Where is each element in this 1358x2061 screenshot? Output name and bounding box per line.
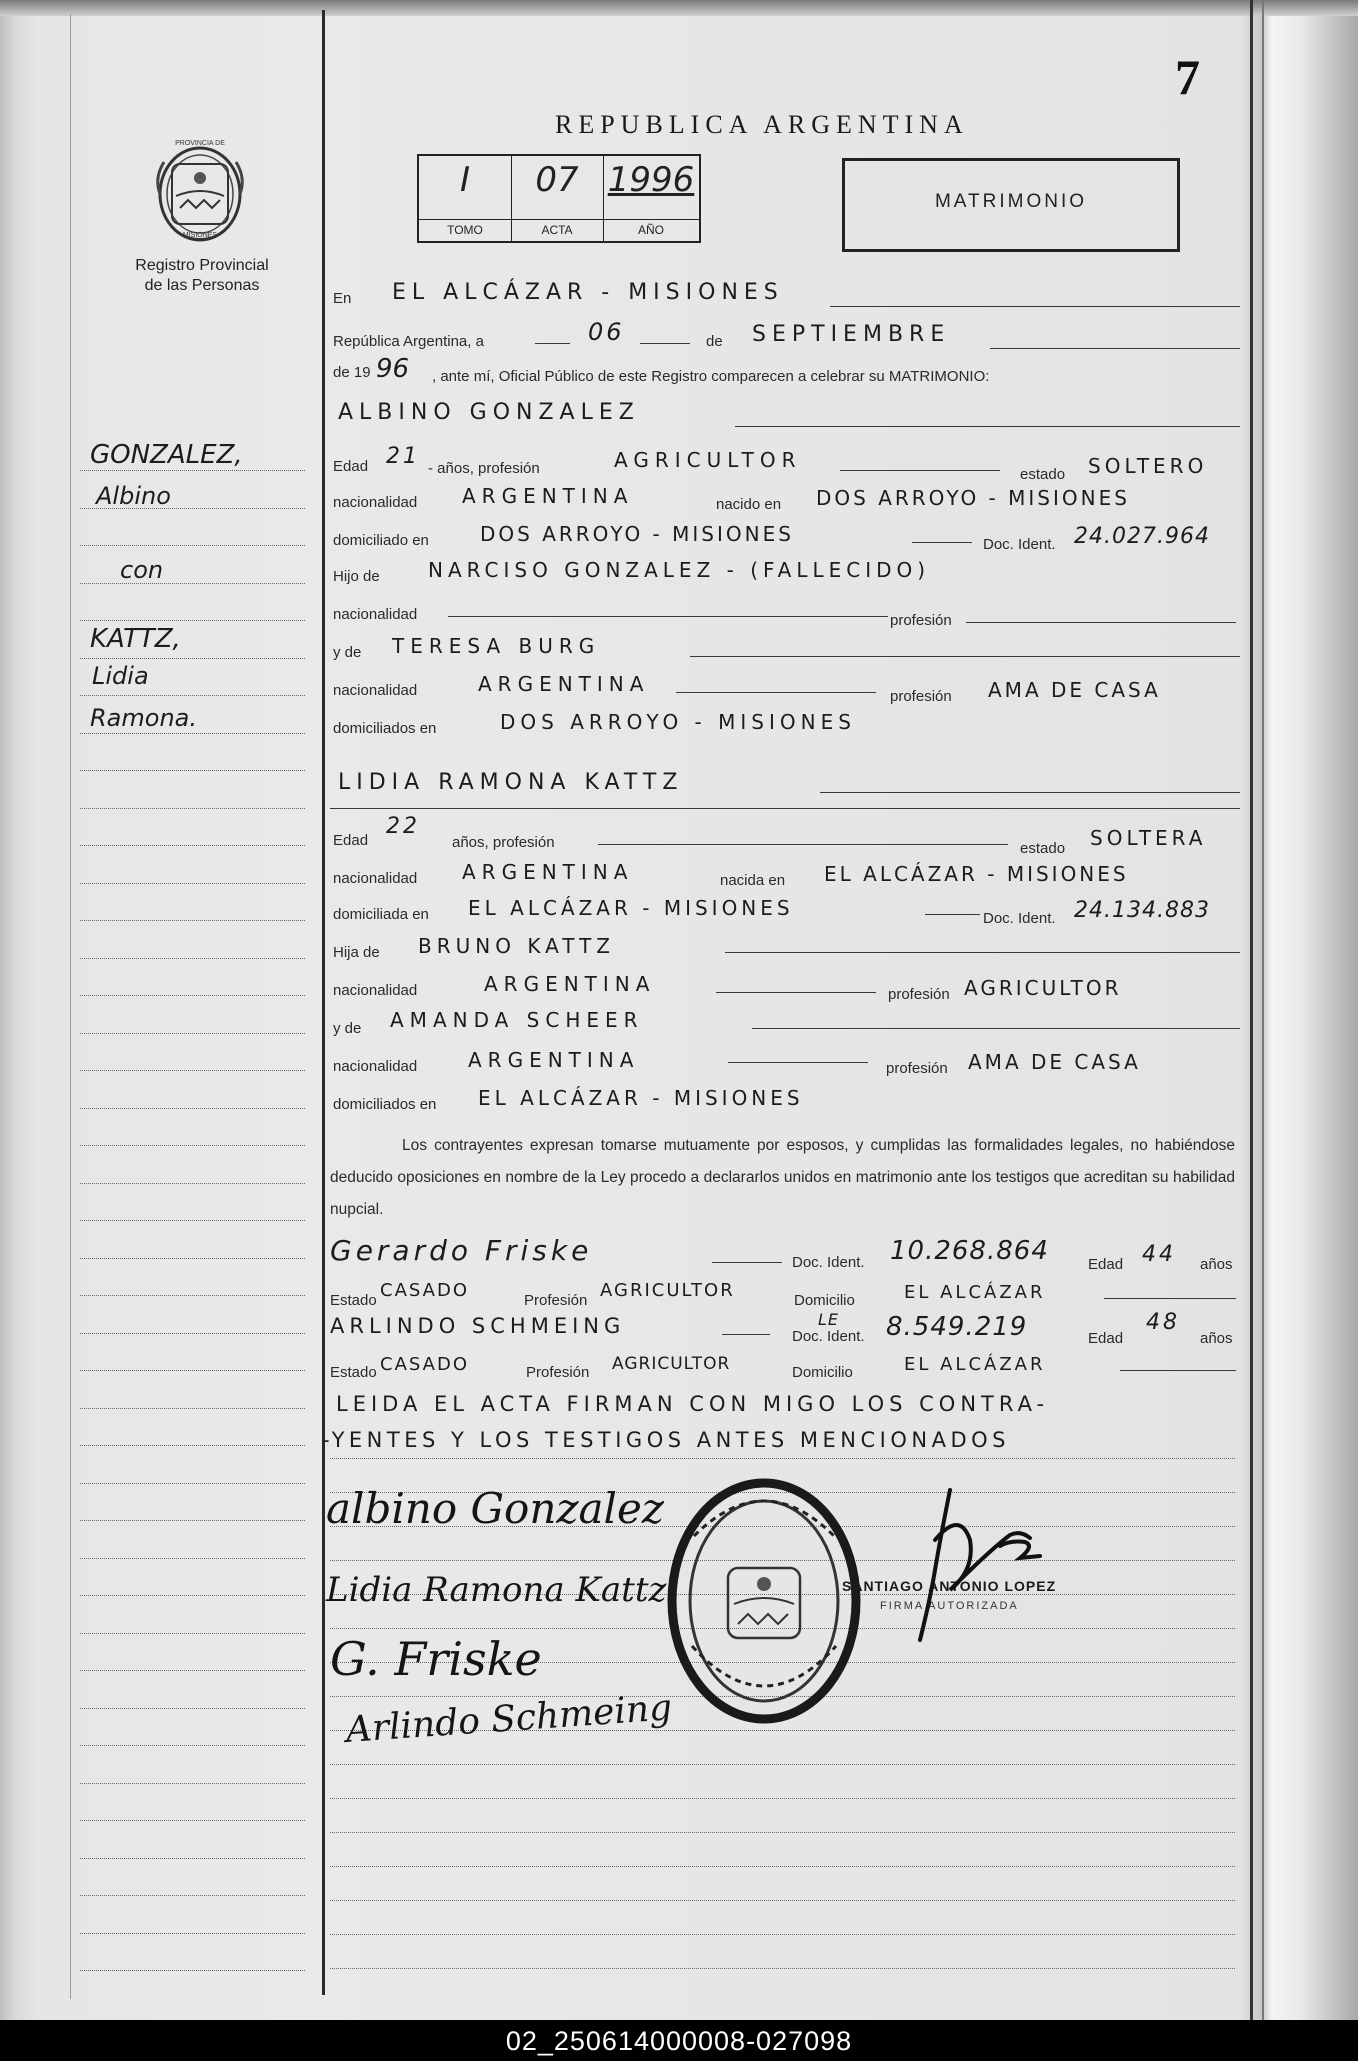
groom-madre-prof: AMA DE CASA <box>988 678 1161 702</box>
ruled-line <box>80 883 305 884</box>
ruled-line <box>80 1220 305 1221</box>
republica-label: República Argentina, a <box>333 333 484 350</box>
ruled-line <box>80 1595 305 1596</box>
ruled-line <box>80 620 305 621</box>
month-value: SEPTIEMBRE <box>752 322 951 347</box>
groom-profesion: AGRICULTOR <box>614 448 802 472</box>
year-prefix: de 19 <box>333 364 371 381</box>
bride-nac-label: nacionalidad <box>333 870 418 887</box>
ruled-line <box>330 1866 1235 1867</box>
ruled-line <box>80 1633 305 1634</box>
ruled-line <box>80 920 305 921</box>
certificate-type-box <box>842 158 1180 252</box>
bride-padre-nac: ARGENTINA <box>484 972 656 996</box>
bride-anios-label: años, profesión <box>452 834 555 851</box>
ruled-line <box>80 1858 305 1859</box>
fill-line <box>912 542 972 543</box>
ruled-line <box>80 470 305 471</box>
bride-padre-prof-label: profesión <box>888 986 950 1003</box>
fill-line <box>722 1334 770 1335</box>
witness-2-estado-label: Estado <box>330 1364 377 1381</box>
registry-name <box>100 256 304 296</box>
ruled-line <box>80 1895 305 1896</box>
ruled-line <box>80 1408 305 1409</box>
witness-1-name: Gerardo Friske <box>330 1234 593 1267</box>
witness-1-domicilio: EL ALCÁZAR <box>904 1282 1046 1303</box>
witness-2-name: ARLINDO SCHMEING <box>330 1314 626 1338</box>
groom-nac-label: nacionalidad <box>333 494 418 511</box>
groom-domicilio: DOS ARROYO - MISIONES <box>480 522 794 546</box>
fill-line <box>716 992 876 993</box>
groom-doc: 24.027.964 <box>1074 524 1210 549</box>
official-name: SANTIAGO ANTONIO LOPEZ <box>842 1578 1057 1594</box>
ruled-line <box>80 1333 305 1334</box>
seal-top-text: PROVINCIA DE <box>175 140 225 147</box>
registry-line-2: de las Personas <box>144 277 260 294</box>
left-margin-line <box>70 14 71 1999</box>
ruled-line <box>330 1900 1235 1901</box>
ruled-line <box>80 658 305 659</box>
witness-1-estado-label: Estado <box>330 1292 377 1309</box>
ruled-line <box>330 1798 1235 1799</box>
en-value: EL ALCÁZAR - MISIONES <box>392 280 784 305</box>
page-number: 7 <box>1175 49 1200 105</box>
groom-padres-dom: DOS ARROYO - MISIONES <box>500 710 856 734</box>
fill-line <box>690 656 1240 657</box>
ruled-line <box>80 1295 305 1296</box>
closing-line-1: LEIDA EL ACTA FIRMAN CON MIGO LOS CONTRA- <box>336 1392 1050 1416</box>
witness-1-profesion: AGRICULTOR <box>600 1280 735 1301</box>
tomo-cell <box>419 156 512 241</box>
margin-con: con <box>120 556 164 584</box>
fill-line <box>728 1062 868 1063</box>
tomo-label: TOMO <box>419 219 511 240</box>
en-label: En <box>333 290 352 307</box>
year-suffix: 96 <box>376 354 410 384</box>
groom-nacionalidad: ARGENTINA <box>462 484 634 508</box>
official-signature-icon <box>880 1480 1080 1650</box>
ruled-line <box>80 1033 305 1034</box>
margin-name-2a: Lidia <box>92 662 149 690</box>
bride-nacida: EL ALCÁZAR - MISIONES <box>824 862 1129 886</box>
certificate-type: MATRIMONIO <box>934 191 1088 212</box>
margin-name-2b: Ramona. <box>90 704 197 732</box>
ruled-line <box>80 770 305 771</box>
bride-madre-prof-label: profesión <box>886 1060 948 1077</box>
signature-witness-1: G. Friske <box>330 1632 542 1686</box>
margin-name-1: Albino <box>96 482 171 510</box>
ruled-line <box>80 1708 305 1709</box>
bride-padre-nac-label: nacionalidad <box>333 982 418 999</box>
groom-nacido: DOS ARROYO - MISIONES <box>816 486 1130 510</box>
fill-line <box>712 1262 782 1263</box>
ruled-line <box>80 958 305 959</box>
ruled-line <box>80 1670 305 1671</box>
groom-padre: NARCISO GONZALEZ - (FALLECIDO) <box>428 558 931 582</box>
groom-estado-label: estado <box>1020 466 1066 483</box>
fill-line <box>840 470 1000 471</box>
closing-line-2: -YENTES Y LOS TESTIGOS ANTES MENCIONADOS <box>322 1428 1010 1452</box>
groom-dom-label: domiciliado en <box>333 532 429 549</box>
ruled-line <box>80 1108 305 1109</box>
ruled-line <box>330 1764 1235 1765</box>
witness-2-domicilio: EL ALCÁZAR <box>904 1354 1046 1375</box>
witness-2-doc: 8.549.219 <box>886 1312 1028 1342</box>
fill-line <box>598 844 1008 845</box>
page-right-edge-shadow <box>1262 0 1264 2020</box>
witness-2-doc-prefix: LE <box>818 1310 840 1329</box>
ruled-line <box>80 695 305 696</box>
fill-line <box>735 426 1240 427</box>
witness-2-doc-label: Doc. Ident. <box>792 1328 865 1345</box>
groom-edad-label: Edad <box>333 458 369 475</box>
ruled-line <box>80 545 305 546</box>
bride-yde-label: y de <box>333 1020 362 1037</box>
declaration-paragraph: Los contrayentes expresan tomarse mutuamente por esposos, y cumplidas las formalidades legales, no habiéndose deducido oposiciones en nombre de la Ley procedo a declararlos unidos en matrimonio ante los testigos que acreditan su habilidad nupcial. <box>330 1137 1235 1218</box>
groom-madre-nac: ARGENTINA <box>478 672 650 696</box>
margin-surname-2: KATTZ, <box>90 624 181 654</box>
witness-2-anios-label: años <box>1200 1330 1233 1347</box>
official-role: FIRMA AUTORIZADA <box>880 1600 1019 1612</box>
bride-domicilio: EL ALCÁZAR - MISIONES <box>468 896 794 920</box>
ruled-line <box>80 1558 305 1559</box>
bride-name: LIDIA RAMONA KATTZ <box>338 770 684 795</box>
bride-dom-label: domiciliada en <box>333 906 429 923</box>
signature-witness-2: Arlindo Schmeing <box>344 1687 674 1751</box>
margin-surname-1: GONZALEZ, <box>90 440 243 470</box>
ruled-line <box>80 583 305 584</box>
page-right-edge <box>1250 0 1253 2020</box>
fill-line <box>752 1028 1240 1029</box>
acta-value: 07 <box>535 160 579 200</box>
groom-padre-nac-label: nacionalidad <box>333 606 418 623</box>
document-id: 02_250614000008-027098 <box>505 2026 853 2056</box>
witness-1-edad: 44 <box>1142 1242 1176 1267</box>
witness-1-anios-label: años <box>1200 1256 1233 1273</box>
groom-name: ALBINO GONZALEZ <box>338 400 640 425</box>
ruled-line <box>80 1445 305 1446</box>
document-title: REPUBLICA ARGENTINA <box>555 110 969 139</box>
ruled-line <box>80 1070 305 1071</box>
fill-line <box>725 952 1240 953</box>
ruled-line <box>80 508 305 509</box>
witness-1-estado: CASADO <box>380 1280 469 1301</box>
seal-bottom-text: MISIONES <box>182 232 218 239</box>
de-label: de <box>706 333 723 350</box>
ruled-line <box>80 808 305 809</box>
groom-anios-label: - años, profesión <box>428 460 540 477</box>
witness-2-dom-label: Domicilio <box>792 1364 853 1381</box>
bride-madre: AMANDA SCHEER <box>390 1008 644 1032</box>
bride-madre-nac: ARGENTINA <box>468 1048 640 1072</box>
fill-line <box>676 692 876 693</box>
groom-yde-label: y de <box>333 644 362 661</box>
acta-cell <box>511 156 604 241</box>
groom-padre-prof-label: profesión <box>890 612 952 629</box>
tomo-acta-anio-box <box>417 154 701 243</box>
fill-line <box>640 343 690 344</box>
bride-estado-label: estado <box>1020 840 1066 857</box>
fill-line <box>535 343 570 344</box>
registry-line-1: Registro Provincial <box>135 257 269 274</box>
bride-nacionalidad: ARGENTINA <box>462 860 634 884</box>
groom-hijo-label: Hijo de <box>333 568 380 585</box>
registry-stamp-icon <box>664 1476 864 1726</box>
ruled-line <box>330 1934 1235 1935</box>
witness-2-edad-label: Edad <box>1088 1330 1124 1347</box>
ruled-line <box>80 1183 305 1184</box>
ruled-line <box>330 1458 1235 1459</box>
ruled-line <box>80 1820 305 1821</box>
margin-rule <box>322 10 325 1995</box>
signature-groom: albino Gonzalez <box>326 1484 664 1533</box>
ruled-line <box>80 1933 305 1934</box>
witness-2-estado: CASADO <box>380 1354 469 1375</box>
tomo-value: I <box>459 160 471 200</box>
fill-line <box>820 792 1240 793</box>
bride-hija-label: Hija de <box>333 944 380 961</box>
groom-madre-nac-label: nacionalidad <box>333 682 418 699</box>
fill-line <box>925 914 980 915</box>
groom-doc-label: Doc. Ident. <box>983 536 1056 553</box>
witness-2-profesion: AGRICULTOR <box>612 1354 731 1374</box>
ante-text: , ante mí, Oficial Público de este Registro comparecen a celebrar su MATRIMONIO: <box>432 368 990 385</box>
witness-1-edad-label: Edad <box>1088 1256 1124 1273</box>
scan-top-edge <box>0 0 1358 16</box>
bride-doc-label: Doc. Ident. <box>983 910 1056 927</box>
section-divider <box>330 808 1240 809</box>
bride-doc: 24.134.883 <box>1074 898 1210 923</box>
bride-padre: BRUNO KATTZ <box>418 934 615 958</box>
ruled-line <box>80 1783 305 1784</box>
ruled-line <box>80 1483 305 1484</box>
fill-line <box>830 306 1240 307</box>
witness-1-doc: 10.268.864 <box>890 1236 1049 1266</box>
anio-label: AÑO <box>603 219 699 240</box>
groom-estado: SOLTERO <box>1088 454 1208 478</box>
ruled-line <box>80 1145 305 1146</box>
bride-edad-label: Edad <box>333 832 369 849</box>
bride-madre-prof: AMA DE CASA <box>968 1050 1141 1074</box>
signature-bride: Lidia Ramona Kattz <box>326 1570 667 1610</box>
groom-edad: 21 <box>386 444 420 469</box>
bride-padres-dom-label: domiciliados en <box>333 1096 437 1113</box>
fill-line <box>1120 1370 1236 1371</box>
ruled-line <box>330 1968 1235 1969</box>
ruled-line <box>330 1832 1235 1833</box>
witness-1-prof-label: Profesión <box>524 1292 588 1309</box>
bride-padre-prof: AGRICULTOR <box>964 976 1122 1000</box>
ruled-line <box>80 1745 305 1746</box>
bride-edad: 22 <box>386 814 420 839</box>
bride-nacida-label: nacida en <box>720 872 786 889</box>
day-value: 06 <box>588 318 625 346</box>
fill-line <box>1104 1298 1236 1299</box>
ruled-line <box>80 733 305 734</box>
groom-nacido-label: nacido en <box>716 496 782 513</box>
fill-line <box>966 622 1236 623</box>
witness-1-doc-label: Doc. Ident. <box>792 1254 865 1271</box>
ruled-line <box>80 995 305 996</box>
bride-padres-dom: EL ALCÁZAR - MISIONES <box>478 1086 804 1110</box>
witness-2-edad: 48 <box>1146 1310 1180 1335</box>
fill-line <box>448 616 888 617</box>
bride-estado: SOLTERA <box>1090 826 1207 850</box>
anio-cell <box>603 156 699 241</box>
acta-label: ACTA <box>511 219 603 240</box>
groom-madre-prof-label: profesión <box>890 688 952 705</box>
witness-1-dom-label: Domicilio <box>794 1292 855 1309</box>
ruled-line <box>80 1258 305 1259</box>
ruled-line <box>80 1370 305 1371</box>
ruled-line <box>80 1520 305 1521</box>
witness-2-prof-label: Profesión <box>526 1364 590 1381</box>
ruled-line <box>80 1970 305 1971</box>
ruled-line <box>80 845 305 846</box>
fill-line <box>990 348 1240 349</box>
anio-value: 1996 <box>607 160 695 200</box>
bride-madre-nac-label: nacionalidad <box>333 1058 418 1075</box>
groom-madre: TERESA BURG <box>392 634 601 658</box>
groom-padres-dom-label: domiciliados en <box>333 720 437 737</box>
